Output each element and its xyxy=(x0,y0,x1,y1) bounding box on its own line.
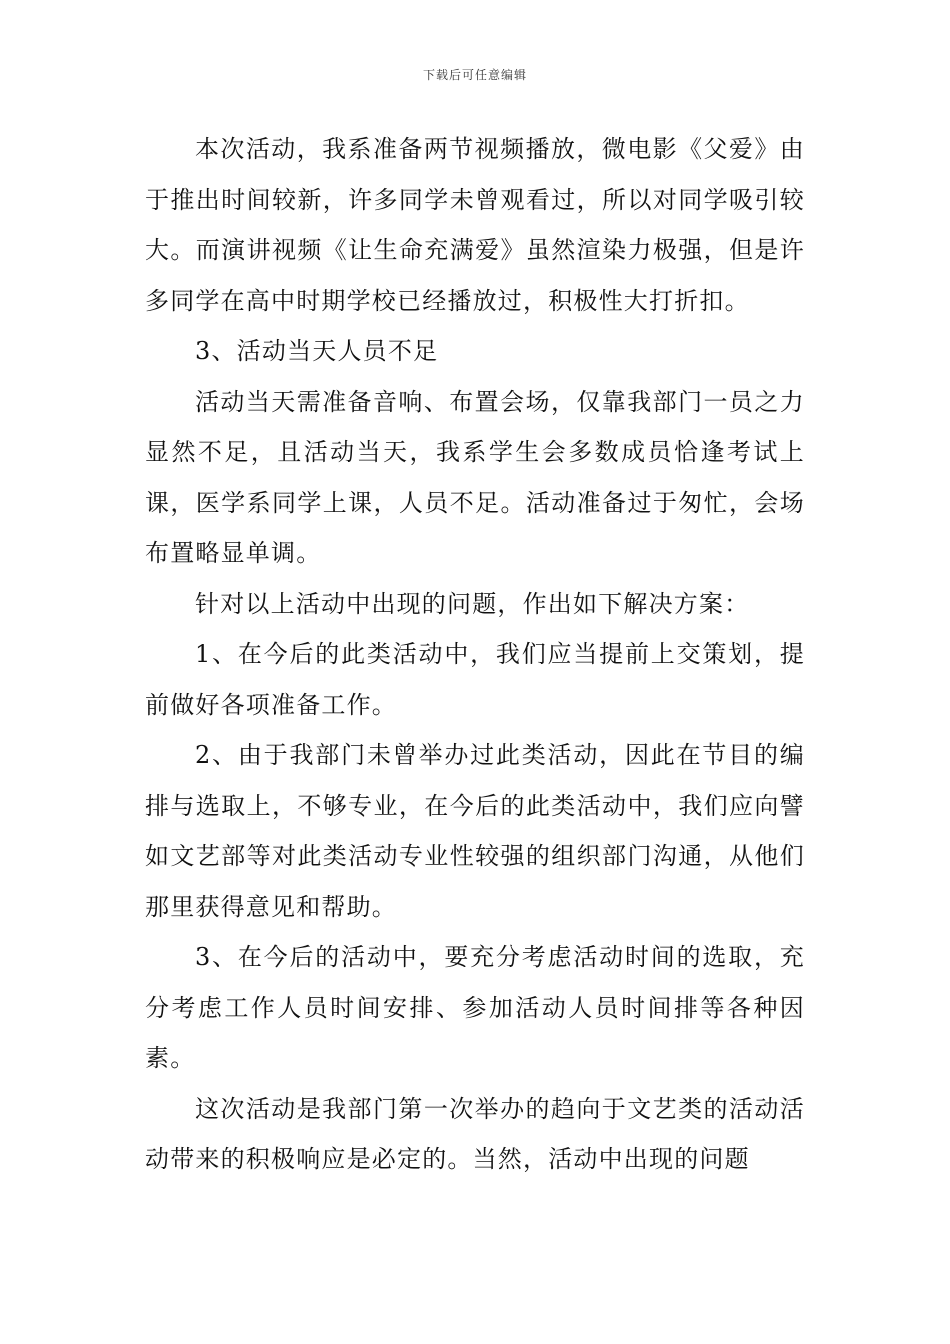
document-body xyxy=(145,124,805,1185)
paragraph-solutions-intro: 针对以上活动中出现的问题，作出如下解决方案： xyxy=(195,589,750,618)
paragraph-staff-shortage: 活动当天需准备音响、布置会场，仅靠我部门一员之力显然不足，且活动当天，我系学生会多数成员恰逢考试上课，医学系同学上课，人员不足。活动准备过于匆忙，会场布置略显单调。 xyxy=(145,387,805,567)
paragraph-solution-3: 3、在今后的活动中，要充分考虑活动时间的选取，充分考虑工作人员时间安排、参加活动人员时间排等各种因素。 xyxy=(145,943,805,1072)
paragraph-solution-1: 1、在今后的此类活动中，我们应当提前上交策划，提前做好各项准备工作。 xyxy=(145,640,805,719)
paragraph-solution-2: 2、由于我部门未曾举办过此类活动，因此在节目的编排与选取上，不够专业，在今后的此类活动中，我们应向譬如文艺部等对此类活动专业性较强的组织部门沟通，从他们那里获得意见和帮助。 xyxy=(145,741,805,921)
section-heading-staff-shortage: 3、活动当天人员不足 xyxy=(195,337,439,365)
paragraph-conclusion: 这次活动是我部门第一次举办的趋向于文艺类的活动活动带来的积极响应是必定的。当然，活动中出现的问题 xyxy=(145,1094,805,1173)
page-header-note: 下载后可任意编辑 xyxy=(422,68,527,82)
paragraph-video-screening: 本次活动，我系准备两节视频播放，微电影《父爱》由于推出时间较新，许多同学未曾观看过，所以对同学吸引较大。而演讲视频《让生命充满爱》虽然渲染力极强，但是许多同学在高中时期学校已经播放过，积极性大打折扣。 xyxy=(145,135,805,315)
